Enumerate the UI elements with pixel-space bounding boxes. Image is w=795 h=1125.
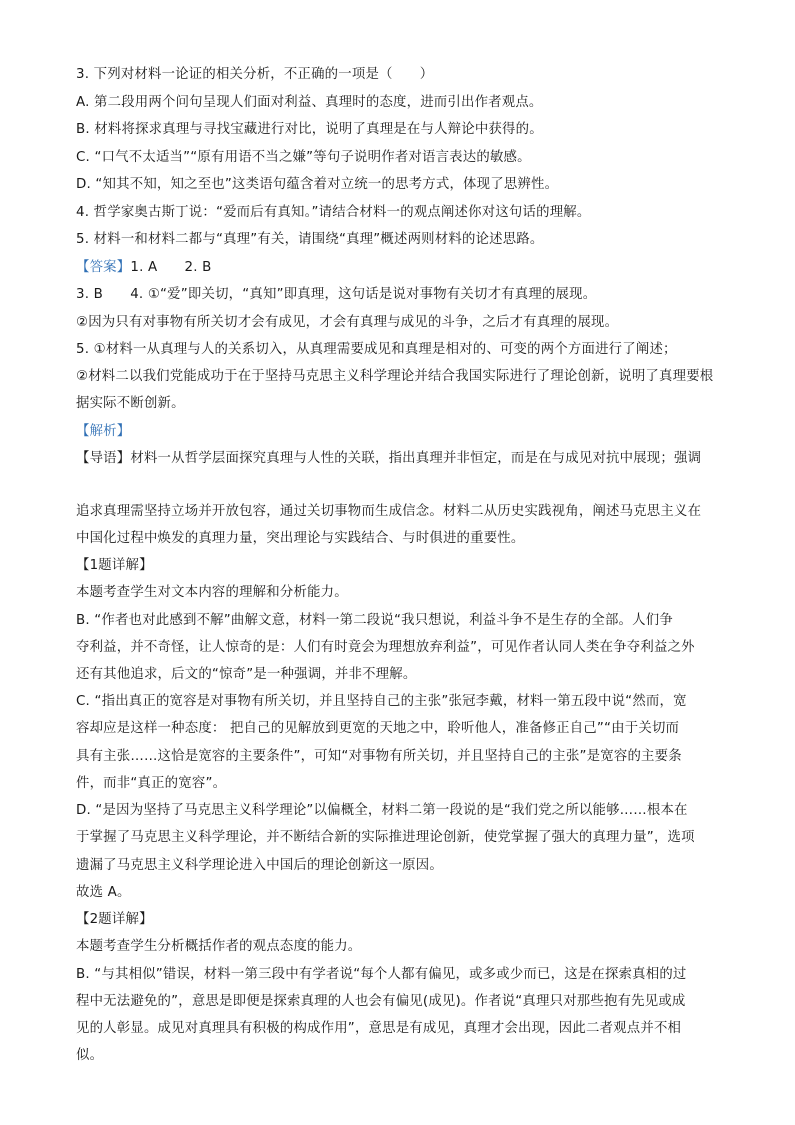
option-d: D. “知其不知，知之至也”这类语句蕴含着对立统一的思考方式，体现了思辨性。	[76, 177, 559, 192]
guide-line-1: 【导语】材料一从哲学层面探究真理与人性的关联，指出真理并非恒定，而是在与成见对抗中展现；强调	[76, 451, 702, 466]
answer-line-5: ②材料二以我们党能成功于在于坚持马克思主义科学理论并结合我国实际进行了理论创新，说明了真理要根	[76, 369, 714, 384]
option-a: A. 第二段用两个问句呈现人们面对利益、真理时的态度，进而引出作者观点。	[76, 95, 543, 110]
question-5: 5. 材料一和材料二都与“真理”有关，请围绕“真理”概述两则材料的论述思路。	[76, 232, 544, 247]
guide-line-2: 追求真理需坚持立场并开放包容，通过关切事物而生成信念。材料二从历史实践视角，阐述马克思主义在	[76, 504, 702, 519]
answer-line-1	[76, 259, 726, 277]
option-c: C. “口气不太适当”“原有用语不当之嫌”等句子说明作者对语言表达的敏感。	[76, 150, 531, 165]
option-b: B. 材料将探求真理与寻找宝藏进行对比，说明了真理是在与人辩论中获得的。	[76, 122, 543, 137]
q2-detail-tag: 【2题详解】	[76, 912, 153, 927]
q1-b-line-2: 夺利益，并不奇怪，让人惊奇的是：人们有时竟会为理想放弃利益”，可见作者认同人类在争夺利益之外	[76, 640, 695, 655]
q1-b-line-3: 还有其他追求，后文的“惊奇”是一种强调，并非不理解。	[76, 667, 417, 682]
q2-intro: 本题考查学生分析概括作者的观点态度的能力。	[76, 939, 362, 954]
answer-line-6: 据实际不断创新。	[76, 396, 185, 411]
q1-c-line-4: 件，而非“真正的宽容”。	[76, 776, 227, 791]
q1-b-line-1: B. “作者也对此感到不解”曲解文意，材料一第二段说“我只想说，利益斗争不是生存的全部。人们争	[76, 613, 673, 628]
q1-intro: 本题考查学生对文本内容的理解和分析能力。	[76, 585, 348, 600]
q1-d-line-1: D. “是因为坚持了马克思主义科学理论”以偏概全，材料二第一段说的是“我们党之所以能够……根本在	[76, 803, 688, 818]
guide-line-3: 中国化过程中焕发的真理力量，突出理论与实践结合、与时俱进的重要性。	[76, 531, 525, 546]
answer-line-2: 3. B 4. ①“爱”即关切，“真知”即真理，这句话是说对事物有关切才有真理的展现。	[76, 287, 597, 302]
q1-d-line-2: 于掌握了马克思主义科学理论，并不断结合新的实际推进理论创新，使党掌握了强大的真理力量”，选项	[76, 830, 695, 845]
q2-b-line-2: 程中无法避免的”，意思是即便是探索真理的人也会有偏见(成见)。作者说“真理只对那些抱有先见或成	[76, 994, 686, 1009]
q2-b-line-4: 似。	[76, 1048, 104, 1063]
q1-c-line-2: 容却应是这样一种态度： 把自己的见解放到更宽的天地之中，聆听他人，准备修正自己”“由于关切而	[76, 721, 680, 736]
q1-choice: 故选 A。	[76, 885, 131, 900]
question-3: 3. 下列对材料一论证的相关分析，不正确的一项是（ ）	[76, 67, 434, 82]
answer-line-3: ②因为只有对事物有所关切才会有成见，才会有真理与成见的斗争，之后才有真理的展现。	[76, 315, 619, 330]
q1-detail-tag: 【1题详解】	[76, 558, 153, 573]
answer-line-4: 5. ①材料一从真理与人的关系切入，从真理需要成见和真理是相对的、可变的两个方面进行了阐述；	[76, 342, 677, 357]
analysis-tag: 【解析】	[76, 424, 131, 439]
q1-c-line-1: C. “指出真正的宽容是对事物有所关切，并且坚持自己的主张”张冠李戴，材料一第五段中说“然而，宽	[76, 694, 687, 709]
q2-b-line-3: 见的人彰显。成见对真理具有积极的构成作用”，意思是有成见，真理才会出现，因此二者观点并不相	[76, 1021, 682, 1036]
answer-tag: 【答案】	[76, 260, 131, 275]
q1-d-line-3: 遗漏了马克思主义科学理论进入中国后的理论创新这一原因。	[76, 858, 443, 873]
q2-b-line-1: B. “与其相似”错误，材料一第三段中有学者说“每个人都有偏见，或多或少而已，这是在探索真相的过	[76, 967, 687, 982]
question-4: 4. 哲学家奥古斯丁说：“爱而后有真知。”请结合材料一的观点阐述你对这句话的理解。	[76, 205, 591, 220]
q1-c-line-3: 具有主张……这恰是宽容的主要条件”，可知“对事物有所关切，并且坚持自己的主张”是宽容的主要条	[76, 749, 682, 764]
answer-1-2: 1. A 2. B	[130, 260, 212, 275]
